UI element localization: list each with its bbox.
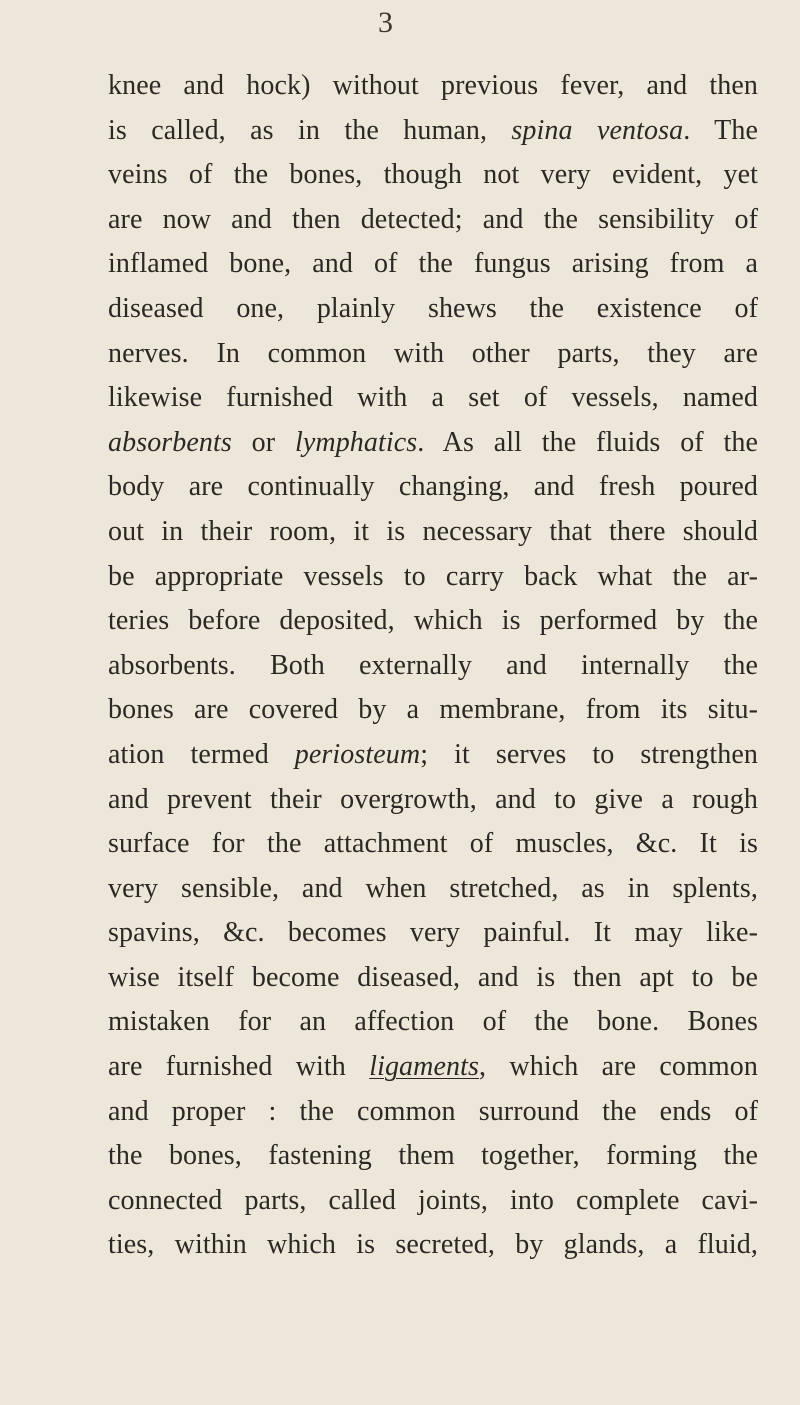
- italic-term: absorbents: [108, 426, 232, 458]
- text-run: be appropriate vessels to carry back what the ar-: [108, 560, 758, 592]
- text-run: body are continually changing, and fresh poured: [108, 471, 758, 503]
- text-line: [108, 376, 758, 421]
- text-line: [108, 242, 758, 287]
- italic-term: spina ventosa: [511, 114, 684, 146]
- text-line: [108, 644, 758, 689]
- text-line: [108, 332, 758, 377]
- text-run: . The: [683, 114, 758, 146]
- text-run: and prevent their overgrowth, and to give a rough: [108, 783, 758, 815]
- text-run: mistaken for an affection of the bone. Bones: [108, 1006, 758, 1038]
- text-run: . As all the fluids of the: [417, 426, 758, 458]
- text-run: and proper : the common surround the ends of: [108, 1095, 758, 1127]
- text-line: [108, 1223, 758, 1268]
- text-line: [108, 867, 758, 912]
- text-run: teries before deposited, which is performed by the: [108, 605, 758, 637]
- italic-term: periosteum: [294, 738, 421, 770]
- text-line: [108, 1179, 758, 1224]
- text-line: [108, 733, 758, 778]
- text-run: wise itself become diseased, and is then apt to be: [108, 961, 758, 993]
- text-line: [108, 1134, 758, 1179]
- text-line: [108, 153, 758, 198]
- text-run: very sensible, and when stretched, as in splents,: [108, 872, 758, 904]
- text-line: [108, 555, 758, 600]
- text-line: [108, 510, 758, 555]
- text-line: [108, 1000, 758, 1045]
- text-line: [108, 599, 758, 644]
- text-line: [108, 911, 758, 956]
- text-line: [108, 956, 758, 1001]
- text-line: [108, 1045, 758, 1090]
- text-line: [108, 465, 758, 510]
- text-run: , which are common: [479, 1051, 758, 1083]
- text-line: [108, 64, 758, 109]
- text-line: [108, 109, 758, 154]
- text-run: inflamed bone, and of the fungus arising from a: [108, 248, 758, 280]
- text-run: are now and then detected; and the sensibility of: [108, 203, 758, 235]
- text-line: [108, 1090, 758, 1135]
- text-run: connected parts, called joints, into complete cavi-: [108, 1184, 758, 1216]
- page-number: 3: [378, 6, 393, 39]
- text-run: diseased one, plainly shews the existence of: [108, 292, 758, 324]
- text-run: is called, as in the human,: [108, 114, 512, 146]
- text-line: [108, 198, 758, 243]
- body-text: [108, 64, 758, 1268]
- text-run: ; it serves to strengthen: [420, 738, 758, 770]
- italic-term: lymphatics: [294, 426, 418, 458]
- text-run: ation termed: [108, 738, 295, 770]
- text-line: [108, 287, 758, 332]
- text-run: veins of the bones, though not very evident, yet: [108, 159, 758, 191]
- text-line: [108, 822, 758, 867]
- text-run: absorbents. Both externally and internally the: [108, 649, 758, 681]
- text-run: nerves. In common with other parts, they are: [108, 337, 758, 369]
- text-run: bones are covered by a membrane, from its situ-: [108, 694, 758, 726]
- italic-term: ligaments: [369, 1051, 479, 1083]
- text-run: surface for the attachment of muscles, &c. It is: [108, 828, 758, 860]
- text-run: spavins, &c. becomes very painful. It may like-: [108, 917, 758, 949]
- text-run: are furnished with: [108, 1051, 370, 1083]
- text-run: the bones, fastening them together, forming the: [108, 1140, 758, 1172]
- text-run: knee and hock) without previous fever, and then: [108, 70, 758, 101]
- text-run: ties, within which is secreted, by glands, a fluid,: [108, 1229, 758, 1261]
- text-line: [108, 688, 758, 733]
- text-run: out in their room, it is necessary that there should: [108, 515, 758, 547]
- text-run: or: [231, 426, 295, 458]
- text-run: likewise furnished with a set of vessels, named: [108, 382, 758, 414]
- text-line: [108, 778, 758, 823]
- text-line: [108, 421, 758, 466]
